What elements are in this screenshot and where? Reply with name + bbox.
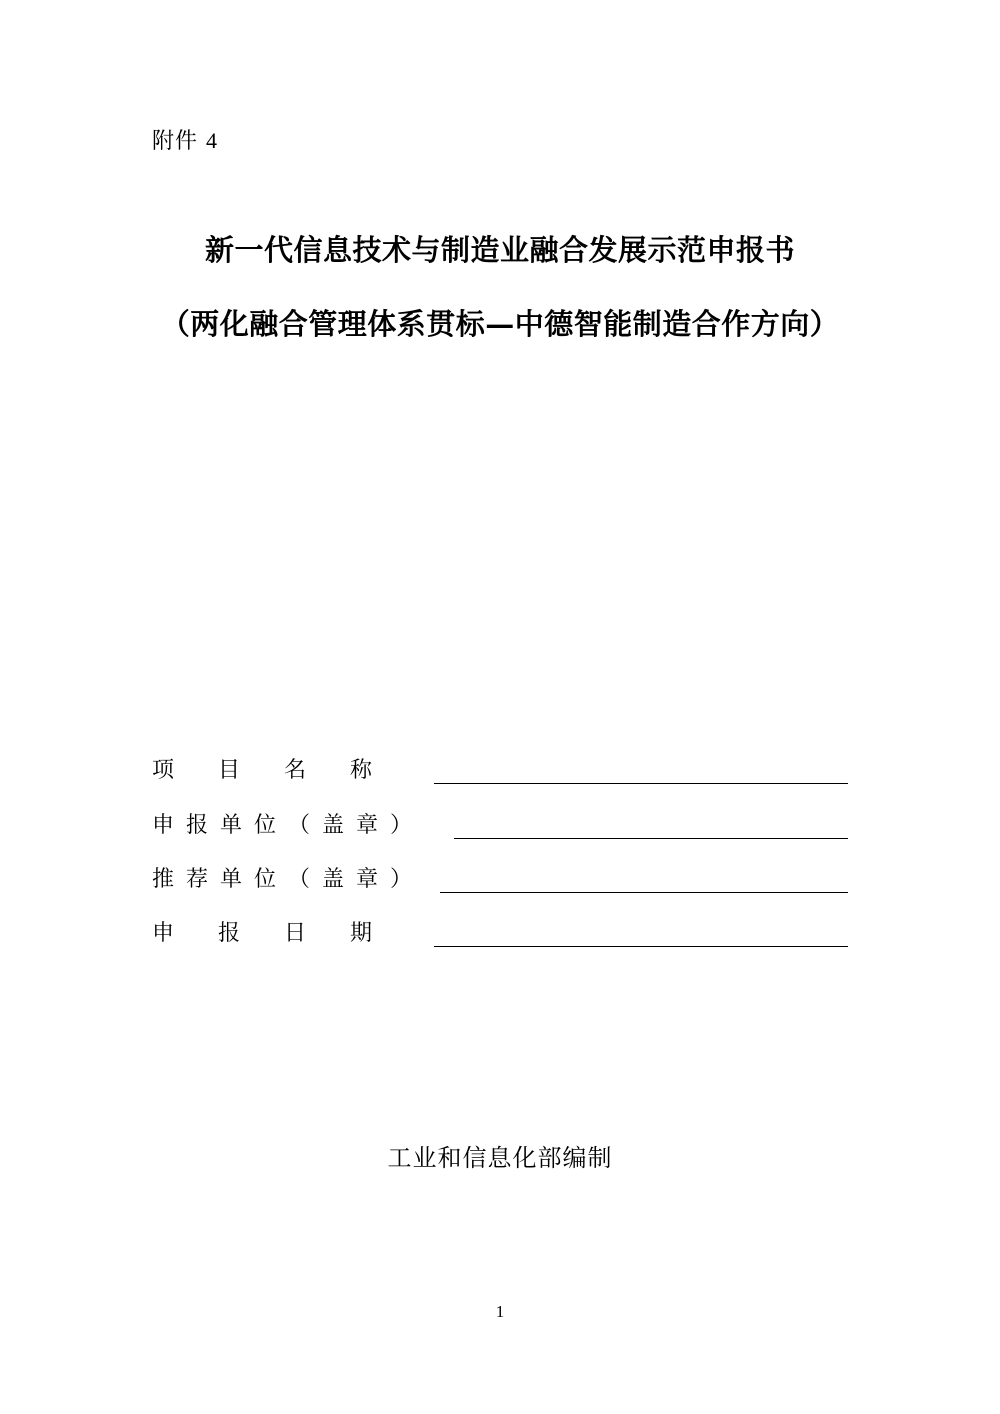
project-name-label: 项目名称 [152, 758, 417, 783]
attachment-number: 4 [206, 128, 219, 153]
applicant-field[interactable] [454, 838, 848, 839]
applicant-row [152, 811, 852, 847]
date-row [152, 919, 852, 955]
recommender-field[interactable] [440, 892, 848, 893]
recommender-row [152, 865, 852, 901]
issuing-organization: 工业和信息化部编制 [387, 1144, 613, 1172]
attachment-label [152, 124, 218, 155]
recommender-label: 推荐单位（盖章） [152, 867, 425, 892]
date-label: 申报日期 [152, 921, 417, 946]
document-title: 新一代信息技术与制造业融合发展示范申报书 [204, 233, 795, 267]
project-name-field[interactable] [434, 783, 848, 784]
attachment-text: 附件 [152, 129, 199, 154]
document-subtitle: （两化融合管理体系贯标—中德智能制造合作方向） [160, 307, 840, 341]
page-number: 1 [495, 1302, 505, 1321]
date-field[interactable] [434, 946, 848, 947]
applicant-label: 申报单位（盖章） [152, 813, 425, 838]
project-name-row [152, 756, 852, 792]
